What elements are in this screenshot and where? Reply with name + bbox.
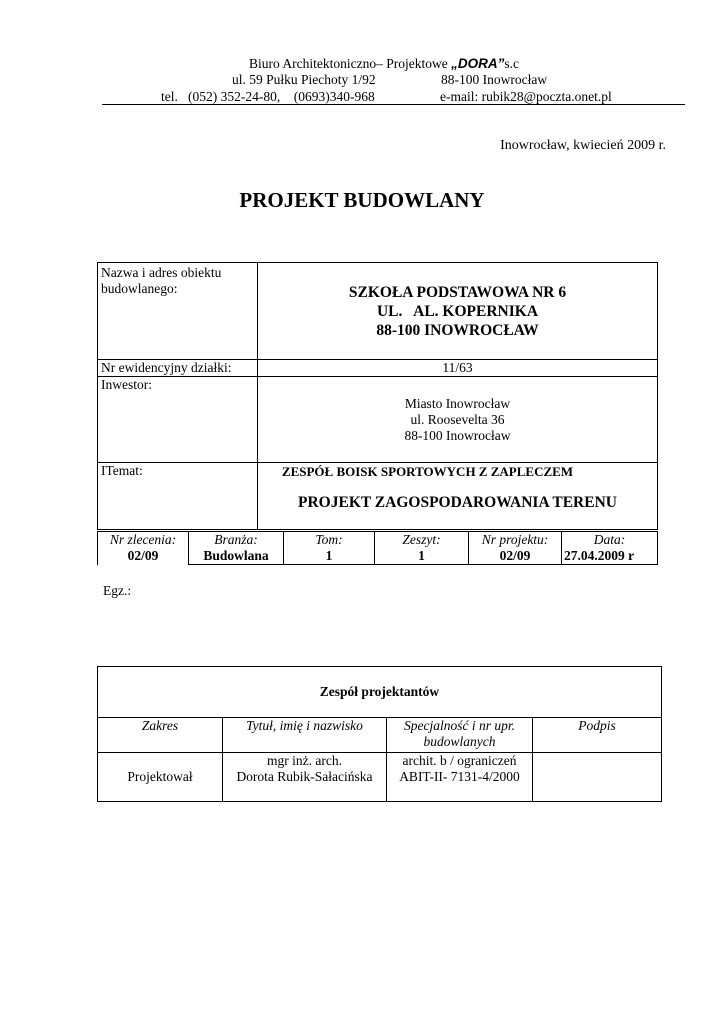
meta-date-value: 27.04.2009 r bbox=[564, 548, 635, 563]
meta-project-value: 02/09 bbox=[499, 548, 531, 563]
team-row-name-cell bbox=[223, 753, 387, 802]
meta-date-label: Data: bbox=[593, 532, 626, 547]
object-label-line2: budowlanego: bbox=[101, 281, 178, 296]
investor-cell bbox=[258, 377, 658, 463]
meta-date-cell bbox=[562, 532, 658, 565]
team-row-title: mgr inż. arch. bbox=[267, 753, 342, 768]
topic-line2: PROJEKT ZAGOSPODAROWANIA TERENU bbox=[298, 494, 617, 511]
parcel-value: 11/63 bbox=[258, 360, 658, 377]
team-header-spec-cell bbox=[387, 718, 533, 753]
team-row-fullname: Dorota Rubik-Sałacińska bbox=[236, 769, 373, 784]
company-suffix: s.c bbox=[504, 56, 519, 71]
letterhead-line1 bbox=[249, 56, 519, 72]
object-name-cell bbox=[258, 263, 658, 360]
investor-line2: ul. Roosevelta 36 bbox=[410, 412, 505, 427]
team-row-scope: Projektował bbox=[98, 753, 223, 802]
company-brand: „DORA” bbox=[451, 56, 505, 71]
topic-cell bbox=[258, 463, 658, 530]
company-address: ul. 59 Pułku Piechoty 1/92 bbox=[232, 72, 376, 87]
object-label-cell bbox=[98, 263, 258, 360]
meta-order-value: 02/09 bbox=[127, 548, 159, 563]
project-meta-table bbox=[97, 531, 658, 565]
design-team-table bbox=[97, 666, 662, 802]
object-name-line3: 88-100 INOWROCŁAW bbox=[376, 322, 539, 339]
company-name: Biuro Architektoniczno– Projektowe bbox=[249, 56, 452, 71]
team-header-signature: Podpis bbox=[533, 718, 662, 753]
meta-volume-label: Tom: bbox=[315, 532, 343, 547]
object-name-line2: UL. AL. KOPERNIKA bbox=[376, 303, 539, 320]
team-row-spec-line2: ABIT-II- 7131-4/2000 bbox=[399, 769, 520, 784]
team-row-signature bbox=[533, 753, 662, 802]
team-row-spec-cell bbox=[387, 753, 533, 802]
header-divider bbox=[102, 104, 685, 105]
team-header-scope: Zakres bbox=[98, 718, 223, 753]
company-city: 88-100 Inowrocław bbox=[441, 72, 548, 87]
company-phone: tel. (052) 352-24-80, (0693)340-968 bbox=[161, 89, 375, 104]
meta-order-cell bbox=[98, 532, 189, 565]
meta-issue-cell bbox=[375, 532, 469, 565]
place-date: Inowrocław, kwiecień 2009 r. bbox=[500, 138, 666, 153]
meta-issue-value: 1 bbox=[418, 548, 425, 563]
topic-label: ITemat: bbox=[98, 463, 258, 530]
team-header-name: Tytuł, imię i nazwisko bbox=[223, 718, 387, 753]
copies-label: Egz.: bbox=[103, 583, 132, 598]
investor-label: Inwestor: bbox=[98, 377, 258, 463]
team-title: Zespół projektantów bbox=[98, 667, 662, 718]
team-row-spec-line1: archit. b / ograniczeń bbox=[402, 753, 517, 768]
page-title: PROJEKT BUDOWLANY bbox=[239, 188, 485, 212]
team-header-spec-line1: Specjalność i nr upr. bbox=[404, 718, 515, 733]
object-label-line1: Nazwa i adres obiektu bbox=[101, 265, 222, 280]
meta-issue-label: Zeszyt: bbox=[402, 532, 441, 547]
meta-order-label: Nr zlecenia: bbox=[109, 532, 177, 547]
parcel-label: Nr ewidencyjny działki: bbox=[98, 360, 258, 377]
investor-line3: 88-100 Inowrocław bbox=[404, 428, 511, 443]
meta-volume-cell bbox=[284, 532, 375, 565]
meta-project-cell bbox=[469, 532, 562, 565]
investor-line1: Miasto Inowrocław bbox=[404, 396, 511, 411]
meta-project-label: Nr projektu: bbox=[481, 532, 549, 547]
project-info-table bbox=[97, 262, 658, 530]
meta-branch-value: Budowlana bbox=[203, 548, 269, 563]
meta-branch-label: Branża: bbox=[214, 532, 258, 547]
meta-volume-value: 1 bbox=[325, 548, 333, 563]
topic-line1: ZESPÓŁ BOISK SPORTOWYCH Z ZAPLECZEM bbox=[281, 464, 574, 479]
meta-branch-cell bbox=[189, 532, 284, 565]
object-name-line1: SZKOŁA PODSTAWOWA NR 6 bbox=[348, 284, 567, 301]
company-email: e-mail: rubik28@poczta.onet.pl bbox=[440, 89, 612, 104]
team-header-spec-line2: budowlanych bbox=[423, 734, 496, 749]
